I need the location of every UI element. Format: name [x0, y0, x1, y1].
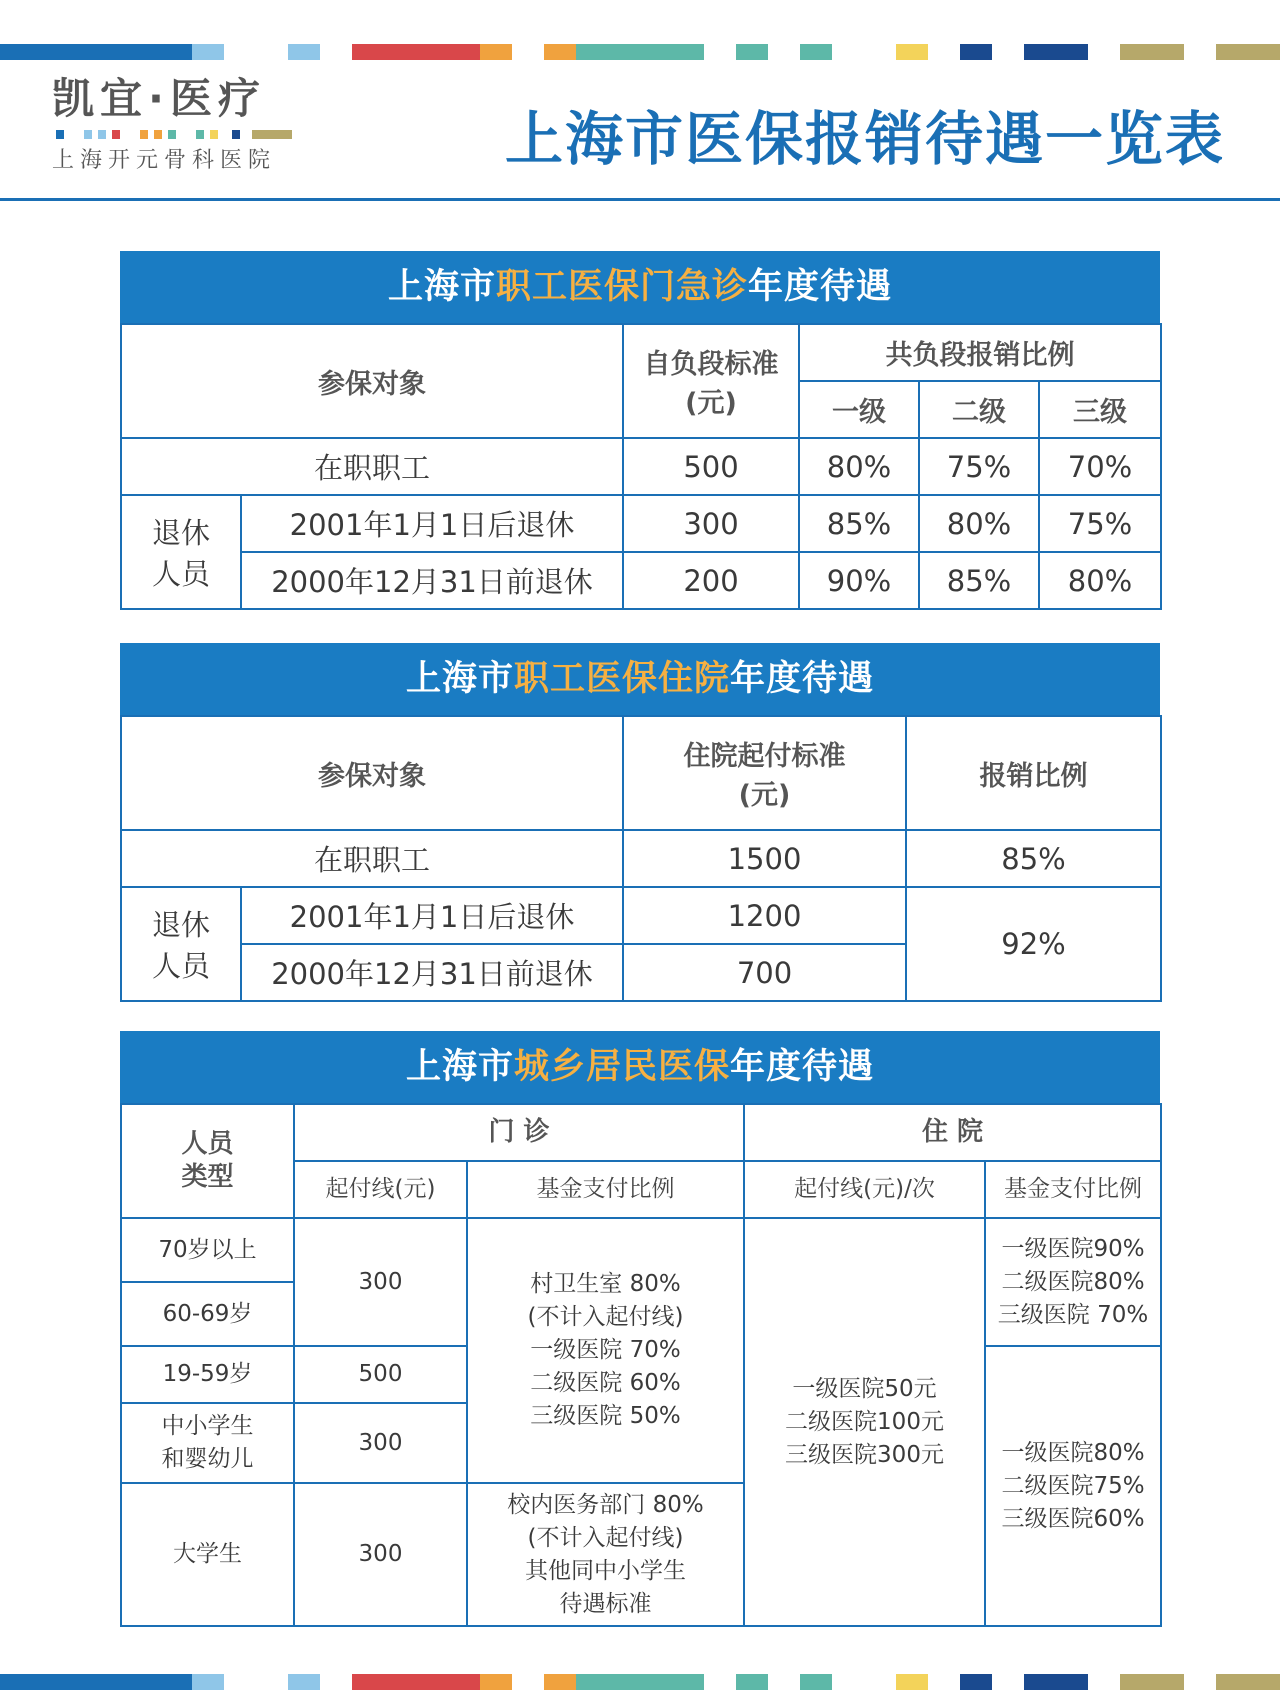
table-row [121, 438, 1161, 495]
row-label: 2001年1月1日后退休 [241, 495, 623, 552]
cell-level1: 80% [799, 438, 919, 495]
bottom-color-stripe [0, 1674, 1280, 1690]
cell-level3: 75% [1039, 495, 1161, 552]
header-coshare: 共负段报销比例 [799, 324, 1161, 381]
hospital-logo [52, 76, 292, 174]
row-label: 在职职工 [121, 830, 623, 887]
header-threshold: 住院起付标准 (元) [623, 716, 906, 830]
header-deductible: 自负段标准 (元) [623, 324, 799, 438]
type-student: 中小学生 和婴幼儿 [121, 1403, 294, 1483]
title-highlight: 城乡居民医保 [513, 1047, 730, 1087]
inpatient-table [120, 715, 1162, 1002]
page-title: 上海市医保报销待遇一览表 [505, 105, 1226, 173]
cell-ratio: 85% [906, 830, 1161, 887]
title-suffix: 年度待遇 [730, 1047, 875, 1087]
table-row [121, 1218, 1161, 1282]
retired-group-label: 退休 人员 [121, 887, 241, 1001]
cell-ip-ratio-other: 一级医院80% 二级医院75% 三级医院60% [985, 1346, 1161, 1626]
cell-level3: 80% [1039, 552, 1161, 609]
row-label: 在职职工 [121, 438, 623, 495]
cell-op-threshold-college: 300 [294, 1483, 467, 1626]
resident-table [120, 1103, 1162, 1627]
title-suffix: 年度待遇 [748, 267, 893, 307]
table-row [121, 830, 1161, 887]
section-title [120, 251, 1160, 323]
header-outpatient: 门 诊 [294, 1104, 744, 1161]
table-row [121, 495, 1161, 552]
header-level1: 一级 [799, 381, 919, 438]
cell-level1: 85% [799, 495, 919, 552]
cell-level3: 70% [1039, 438, 1161, 495]
cell-threshold: 1500 [623, 830, 906, 887]
title-prefix: 上海市 [387, 267, 496, 307]
cell-level2: 75% [919, 438, 1039, 495]
cell-op-threshold-senior: 300 [294, 1218, 467, 1346]
type-age19: 19-59岁 [121, 1346, 294, 1403]
cell-op-threshold-adult: 500 [294, 1346, 467, 1403]
section-title [120, 1031, 1160, 1103]
cell-level2: 85% [919, 552, 1039, 609]
cell-deductible: 300 [623, 495, 799, 552]
title-prefix: 上海市 [405, 1047, 514, 1087]
cell-deductible: 200 [623, 552, 799, 609]
outpatient-table [120, 323, 1162, 610]
header-op-ratio: 基金支付比例 [467, 1161, 744, 1218]
table-row [121, 552, 1161, 609]
section-resident-insurance [120, 1031, 1160, 1627]
header-ratio: 报销比例 [906, 716, 1161, 830]
header-inpatient: 住 院 [744, 1104, 1161, 1161]
type-age70: 70岁以上 [121, 1218, 294, 1282]
top-color-stripe [0, 44, 1280, 60]
header-ip-ratio: 基金支付比例 [985, 1161, 1161, 1218]
title-highlight: 职工医保住院 [513, 659, 730, 699]
cell-level2: 80% [919, 495, 1039, 552]
cell-threshold: 1200 [623, 887, 906, 944]
header-op-threshold: 起付线(元) [294, 1161, 467, 1218]
title-prefix: 上海市 [405, 659, 514, 699]
header-divider [0, 198, 1280, 201]
cell-op-threshold-student: 300 [294, 1403, 467, 1483]
cell-retired-ratio: 92% [906, 887, 1161, 1001]
cell-ip-ratio-senior: 一级医院90% 二级医院80% 三级医院 70% [985, 1218, 1161, 1346]
row-label: 2000年12月31日前退休 [241, 944, 623, 1001]
section-employee-inpatient [120, 643, 1160, 1002]
title-suffix: 年度待遇 [730, 659, 875, 699]
type-college: 大学生 [121, 1483, 294, 1626]
section-title [120, 643, 1160, 715]
cell-deductible: 500 [623, 438, 799, 495]
header-target: 参保对象 [121, 716, 623, 830]
cell-threshold: 700 [623, 944, 906, 1001]
cell-ip-threshold: 一级医院50元 二级医院100元 三级医院300元 [744, 1218, 985, 1626]
title-highlight: 职工医保门急诊 [495, 267, 748, 307]
header-type: 人员 类型 [121, 1104, 294, 1218]
header-level3: 三级 [1039, 381, 1161, 438]
type-age60: 60-69岁 [121, 1282, 294, 1346]
section-employee-outpatient [120, 251, 1160, 610]
logo-color-dots [56, 130, 292, 140]
header-level2: 二级 [919, 381, 1039, 438]
cell-op-ratio-college: 校内医务部门 80% (不计入起付线) 其他同中小学生 待遇标准 [467, 1483, 744, 1626]
cell-op-ratio-general: 村卫生室 80% (不计入起付线) 一级医院 70% 二级医院 60% 三级医院 50% [467, 1218, 744, 1483]
logo-subtitle: 上海开元骨科医院 [52, 148, 277, 173]
header-ip-threshold: 起付线(元)/次 [744, 1161, 985, 1218]
header-target: 参保对象 [121, 324, 623, 438]
row-label: 2001年1月1日后退休 [241, 887, 623, 944]
logo-name: 凯宜·医疗 [52, 74, 266, 123]
row-label: 2000年12月31日前退休 [241, 552, 623, 609]
retired-group-label: 退休 人员 [121, 495, 241, 609]
cell-level1: 90% [799, 552, 919, 609]
table-row [121, 887, 1161, 944]
